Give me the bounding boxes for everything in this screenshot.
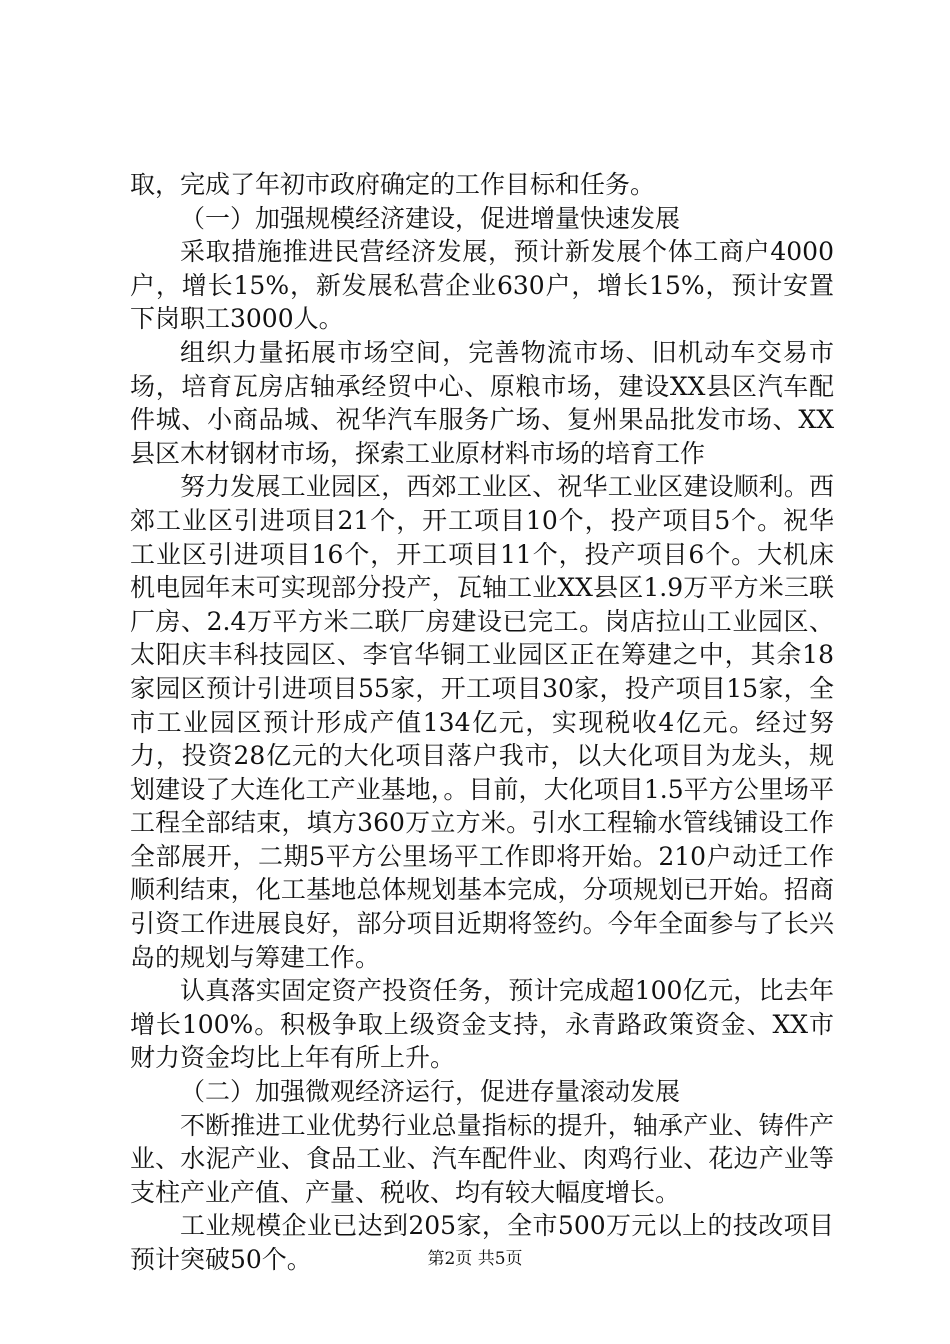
paragraph-1: 取，完成了年初市政府确定的工作目标和任务。 [130,170,656,199]
page-number: 第2页 共5页 [427,1249,523,1269]
document-body [130,168,834,1277]
paragraph-5: 努力发展工业园区，西郊工业区、祝华工业区建设顺利。西郊工业区引进项目21个，开工项目10个，投产项目5个。祝华工业区引进项目16个，开工项目11个，投产项目6个。大机床机电园年末可实现部分投产，瓦轴工业XX县区1.9万平方米三联厂房、2.4万平方米二联厂房建设已完工。岗店拉山工业园区、太阳庆丰科技园区、李官华铜工业园区正在筹建之中，其余18家园区预计引进项目55家，开工项目30家，投产项目15家，全市工业园区预计形成产值134亿元，实现税收4亿元。经过努力，投资28亿元的大化项目落户我市，以大化项目为龙头，规划建设了大连化工产业基地，。目前，大化项目1.5平方公里场平工程全部结束，填方360万立方米。引水工程输水管线铺设工作全部展开，二期5平方公里场平工作即将开始。210户动迁工作顺利结束，化工基地总体规划基本完成，分项规划已开始。招商引资工作进展良好，部分项目近期将签约。今年全面参与了长兴岛的规划与筹建工作。 [130,472,834,972]
paragraph-8: 不断推进工业优势行业总量指标的提升，轴承产业、铸件产业、水泥产业、食品工业、汽车配件业、肉鸡行业、花边产业等支柱产业产值、产量、税收、均有较大幅度增长。 [130,1110,834,1207]
paragraph-6: 认真落实固定资产投资任务，预计完成超100亿元，比去年增长100%。积极争取上级资金支持，永青路政策资金、XX市财力资金均比上年有所上升。 [130,976,834,1073]
paragraph-4: 组织力量拓展市场空间，完善物流市场、旧机动车交易市场，培育瓦房店轴承经贸中心、原粮市场，建设XX县区汽车配件城、小商品城、祝华汽车服务广场、复州果品批发市场、XX县区木材钢材市场，探索工业原材料市场的培育工作 [130,337,834,468]
section-heading-1: （一）加强规模经济建设，促进增量快速发展 [180,203,681,233]
section-heading-2: （二）加强微观经济运行，促进存量滚动发展 [180,1077,681,1107]
page-footer [0,1244,950,1269]
paragraph-3: 采取措施推进民营经济发展，预计新发展个体工商户4000户，增长15%，新发展私营企业630户，增长15%，预计安置下岗职工3000人。 [130,237,834,334]
paragraph-9: 工业规模企业已达到205家，全市500万元以上的技改项目预计突破50个。 [130,1211,834,1274]
